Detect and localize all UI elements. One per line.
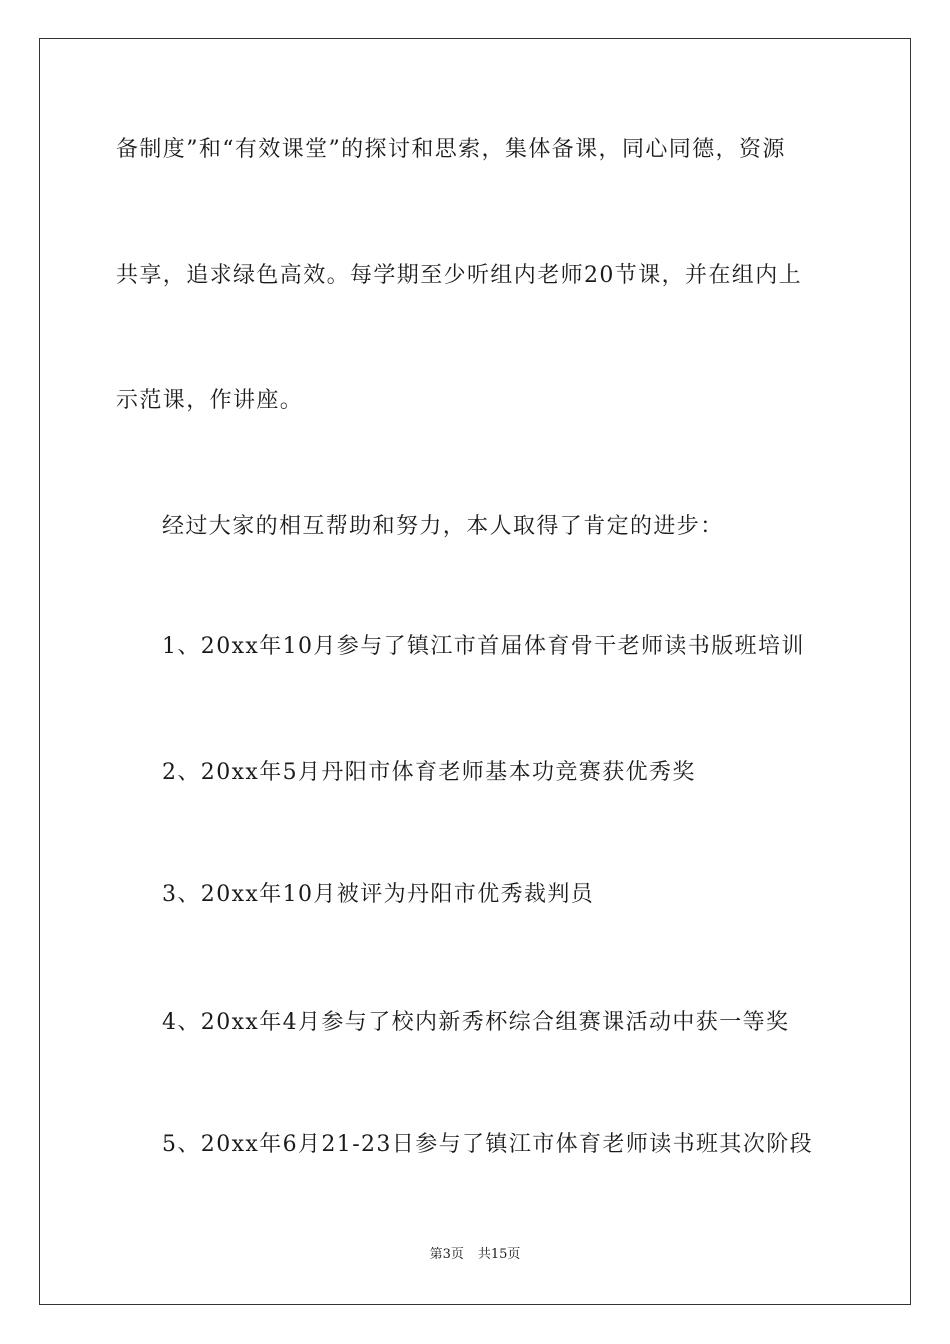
body-paragraph-progress: 经过大家的相互帮助和努力，本人取得了肯定的进步：	[162, 514, 724, 539]
page-border	[39, 38, 911, 1305]
list-item-4: 4、20xx年4月参与了校内新秀杯综合组赛课活动中获一等奖	[162, 1010, 790, 1035]
list-item-3: 3、20xx年10月被评为丹阳市优秀裁判员	[162, 882, 595, 907]
footer-page-number: 第3页	[429, 1247, 464, 1262]
list-item-1: 1、20xx年10月参与了镇江市首届体育骨干老师读书版班培训	[162, 634, 805, 659]
footer-total-pages: 共15页	[477, 1247, 521, 1262]
body-line-2: 共享，追求绿色高效。每学期至少听组内老师20节课，并在组内上	[116, 263, 802, 288]
page-footer	[0, 1246, 950, 1264]
body-line-3: 示范课，作讲座。	[116, 388, 304, 413]
list-item-5: 5、20xx年6月21-23日参与了镇江市体育老师读书班其次阶段	[162, 1132, 814, 1157]
list-item-2: 2、20xx年5月丹阳市体育老师基本功竞赛获优秀奖	[162, 760, 696, 785]
body-line-1: 备制度”和“有效课堂”的探讨和思索，集体备课，同心同德，资源	[116, 137, 786, 162]
